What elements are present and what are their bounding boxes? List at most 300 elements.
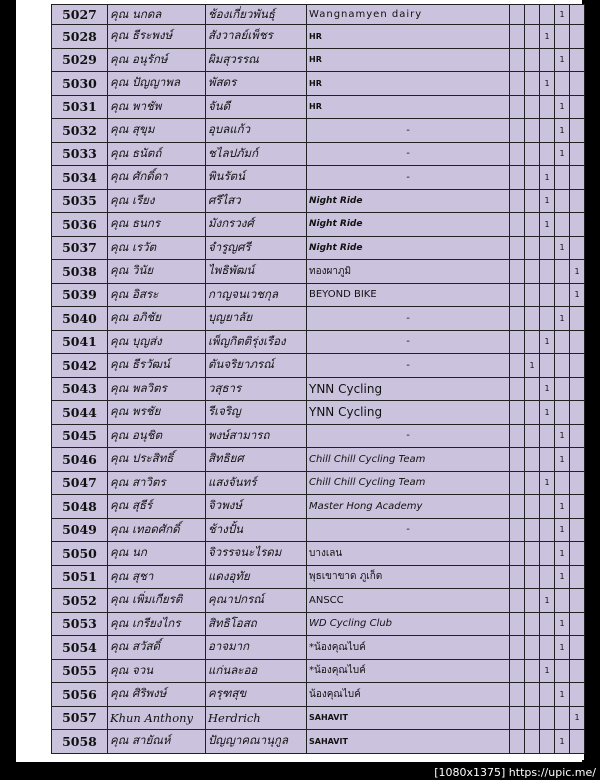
category-cell-2 xyxy=(525,72,540,96)
category-cell-3 xyxy=(540,683,555,707)
bib-number: 5047 xyxy=(52,471,108,495)
table-row xyxy=(52,612,585,636)
category-cell-3 xyxy=(540,706,555,730)
category-cell-1 xyxy=(510,142,525,166)
team-name: - xyxy=(307,142,510,166)
category-cell-2 xyxy=(525,25,540,49)
category-cell-1 xyxy=(510,636,525,660)
category-cell-2 xyxy=(525,236,540,260)
category-cell-4 xyxy=(555,166,570,190)
team-name: - xyxy=(307,119,510,143)
team-name: Night Ride xyxy=(307,236,510,260)
first-name: คุณ นก xyxy=(108,542,206,566)
table-row xyxy=(52,683,585,707)
category-mark: 1 xyxy=(555,5,570,25)
last-name: บุญยาลัย xyxy=(206,307,307,331)
category-cell-3 xyxy=(540,565,555,589)
category-cell-1 xyxy=(510,401,525,425)
category-cell-1 xyxy=(510,448,525,472)
category-cell-5 xyxy=(570,542,585,566)
last-name: ไพธิพัฒน์ xyxy=(206,260,307,284)
team-name: - xyxy=(307,518,510,542)
category-mark: 1 xyxy=(570,260,585,284)
category-mark: 1 xyxy=(540,25,555,49)
category-cell-2 xyxy=(525,518,540,542)
first-name: คุณ ธนกร xyxy=(108,213,206,237)
bib-number: 5055 xyxy=(52,659,108,683)
category-cell-5 xyxy=(570,659,585,683)
category-mark: 1 xyxy=(555,612,570,636)
table-row xyxy=(52,659,585,683)
table-row xyxy=(52,283,585,307)
bib-number: 5043 xyxy=(52,377,108,401)
first-name: คุณ อภิชัย xyxy=(108,307,206,331)
first-name: คุณ สุชา xyxy=(108,565,206,589)
category-cell-5 xyxy=(570,612,585,636)
category-cell-1 xyxy=(510,189,525,213)
team-name: - xyxy=(307,307,510,331)
first-name: คุณ เทอดศักดิ์ xyxy=(108,518,206,542)
category-cell-5 xyxy=(570,565,585,589)
team-name: BEYOND BIKE xyxy=(307,283,510,307)
table-row xyxy=(52,518,585,542)
table-row xyxy=(52,636,585,660)
last-name: พงษ์สามารถ xyxy=(206,424,307,448)
category-cell-2 xyxy=(525,48,540,72)
team-name: Chill Chill Cycling Team xyxy=(307,448,510,472)
category-mark: 1 xyxy=(555,48,570,72)
last-name: สิทธิโอสถ xyxy=(206,612,307,636)
team-name: *น้องคุณไบค์ xyxy=(307,659,510,683)
category-cell-4 xyxy=(555,401,570,425)
category-cell-1 xyxy=(510,612,525,636)
category-cell-2 xyxy=(525,330,540,354)
last-name: Herdrich xyxy=(206,706,307,730)
category-cell-5 xyxy=(570,589,585,613)
last-name: กาญจนเวชกุล xyxy=(206,283,307,307)
table-row xyxy=(52,236,585,260)
last-name: สังวาลย์เพ็ชร xyxy=(206,25,307,49)
bib-number: 5039 xyxy=(52,283,108,307)
table-row xyxy=(52,401,585,425)
first-name: คุณ อิสระ xyxy=(108,283,206,307)
bib-number: 5052 xyxy=(52,589,108,613)
category-cell-3 xyxy=(540,730,555,754)
category-cell-5 xyxy=(570,518,585,542)
category-mark: 1 xyxy=(570,706,585,730)
team-name: WD Cycling Club xyxy=(307,612,510,636)
category-mark: 1 xyxy=(555,119,570,143)
team-name: ทองผาภูมิ xyxy=(307,260,510,284)
category-cell-2 xyxy=(525,283,540,307)
category-cell-5 xyxy=(570,5,585,25)
bib-number: 5031 xyxy=(52,95,108,119)
category-cell-4 xyxy=(555,354,570,378)
category-cell-4 xyxy=(555,330,570,354)
category-cell-1 xyxy=(510,166,525,190)
category-cell-1 xyxy=(510,565,525,589)
team-name: Night Ride xyxy=(307,189,510,213)
first-name: คุณ สุขุม xyxy=(108,119,206,143)
category-mark: 1 xyxy=(555,307,570,331)
category-cell-3 xyxy=(540,518,555,542)
table-row xyxy=(52,471,585,495)
last-name: ตันจริยาภรณ์ xyxy=(206,354,307,378)
last-name: เพ็ญกิตติรุ่งเรือง xyxy=(206,330,307,354)
bib-number: 5050 xyxy=(52,542,108,566)
category-mark: 1 xyxy=(540,659,555,683)
table-row xyxy=(52,495,585,519)
category-cell-3 xyxy=(540,48,555,72)
category-cell-1 xyxy=(510,518,525,542)
category-cell-3 xyxy=(540,95,555,119)
category-mark: 1 xyxy=(555,424,570,448)
category-cell-2 xyxy=(525,424,540,448)
team-name: SAHAVIT xyxy=(307,706,510,730)
last-name: อาจมาก xyxy=(206,636,307,660)
category-cell-2 xyxy=(525,119,540,143)
table-row xyxy=(52,354,585,378)
category-cell-2 xyxy=(525,565,540,589)
category-cell-2 xyxy=(525,612,540,636)
category-cell-1 xyxy=(510,307,525,331)
team-name: พุธเขาขาด ภูเก็ต xyxy=(307,565,510,589)
document-page xyxy=(16,0,582,762)
category-cell-1 xyxy=(510,48,525,72)
category-cell-2 xyxy=(525,730,540,754)
bib-number: 5049 xyxy=(52,518,108,542)
table-row xyxy=(52,119,585,143)
last-name: พัสดร xyxy=(206,72,307,96)
last-name: ช้องเกี่ยวพันธุ์ xyxy=(206,5,307,25)
category-cell-2 xyxy=(525,401,540,425)
first-name: คุณ สุธีร์ xyxy=(108,495,206,519)
category-cell-1 xyxy=(510,471,525,495)
bib-number: 5054 xyxy=(52,636,108,660)
last-name: แก่นละออ xyxy=(206,659,307,683)
table-row xyxy=(52,448,585,472)
category-cell-1 xyxy=(510,5,525,25)
table-body xyxy=(52,5,585,754)
category-cell-5 xyxy=(570,213,585,237)
category-cell-1 xyxy=(510,25,525,49)
category-mark: 1 xyxy=(555,565,570,589)
first-name: คุณ เรียง xyxy=(108,189,206,213)
bib-number: 5037 xyxy=(52,236,108,260)
bib-number: 5034 xyxy=(52,166,108,190)
team-name: HR xyxy=(307,95,510,119)
bib-number: 5056 xyxy=(52,683,108,707)
category-mark: 1 xyxy=(540,471,555,495)
category-cell-5 xyxy=(570,495,585,519)
category-cell-3 xyxy=(540,612,555,636)
category-cell-2 xyxy=(525,307,540,331)
first-name: คุณ ประสิทธิ์ xyxy=(108,448,206,472)
category-cell-4 xyxy=(555,213,570,237)
bib-number: 5036 xyxy=(52,213,108,237)
bib-number: 5038 xyxy=(52,260,108,284)
category-mark: 1 xyxy=(555,518,570,542)
team-name: - xyxy=(307,330,510,354)
category-cell-1 xyxy=(510,330,525,354)
category-cell-5 xyxy=(570,95,585,119)
bib-number: 5029 xyxy=(52,48,108,72)
team-name: Night Ride xyxy=(307,213,510,237)
bib-number: 5030 xyxy=(52,72,108,96)
category-cell-5 xyxy=(570,189,585,213)
team-name: - xyxy=(307,424,510,448)
first-name: คุณ บุญส่ง xyxy=(108,330,206,354)
category-cell-5 xyxy=(570,330,585,354)
category-cell-5 xyxy=(570,471,585,495)
first-name: คุณ อนุรักษ์ xyxy=(108,48,206,72)
last-name: อุบลแก้ว xyxy=(206,119,307,143)
category-cell-1 xyxy=(510,354,525,378)
category-cell-5 xyxy=(570,354,585,378)
category-cell-1 xyxy=(510,659,525,683)
footer-bar xyxy=(0,762,600,780)
category-cell-1 xyxy=(510,213,525,237)
last-name: ชไลปภัมก์ xyxy=(206,142,307,166)
team-name: บางเลน xyxy=(307,542,510,566)
bib-number: 5057 xyxy=(52,706,108,730)
team-name: - xyxy=(307,354,510,378)
category-cell-3 xyxy=(540,260,555,284)
table-row xyxy=(52,213,585,237)
team-name: YNN Cycling xyxy=(307,401,510,425)
category-cell-3 xyxy=(540,236,555,260)
table-row xyxy=(52,95,585,119)
table-row xyxy=(52,5,585,25)
team-name: HR xyxy=(307,72,510,96)
registration-table xyxy=(51,4,585,754)
category-cell-1 xyxy=(510,377,525,401)
category-cell-5 xyxy=(570,401,585,425)
last-name: จันดี xyxy=(206,95,307,119)
category-mark: 1 xyxy=(540,377,555,401)
category-mark: 1 xyxy=(540,166,555,190)
last-name: วสุธาร xyxy=(206,377,307,401)
category-cell-3 xyxy=(540,142,555,166)
image-host-watermark: [1080x1375] https://upic.me/ xyxy=(434,766,596,779)
category-cell-2 xyxy=(525,377,540,401)
category-cell-3 xyxy=(540,495,555,519)
bib-number: 5041 xyxy=(52,330,108,354)
category-cell-5 xyxy=(570,307,585,331)
category-cell-3 xyxy=(540,283,555,307)
last-name: รีเจริญ xyxy=(206,401,307,425)
category-mark: 1 xyxy=(540,589,555,613)
category-cell-2 xyxy=(525,260,540,284)
category-cell-5 xyxy=(570,142,585,166)
category-cell-2 xyxy=(525,95,540,119)
category-cell-2 xyxy=(525,189,540,213)
last-name: มังกรวงศ์ xyxy=(206,213,307,237)
category-cell-3 xyxy=(540,354,555,378)
category-cell-2 xyxy=(525,5,540,25)
category-cell-1 xyxy=(510,589,525,613)
bib-number: 5028 xyxy=(52,25,108,49)
category-cell-2 xyxy=(525,542,540,566)
category-cell-2 xyxy=(525,683,540,707)
table-row xyxy=(52,706,585,730)
last-name: แดงอุทัย xyxy=(206,565,307,589)
category-cell-1 xyxy=(510,542,525,566)
category-cell-5 xyxy=(570,424,585,448)
category-cell-3 xyxy=(540,307,555,331)
team-name: Master Hong Academy xyxy=(307,495,510,519)
category-mark: 1 xyxy=(540,72,555,96)
category-cell-4 xyxy=(555,706,570,730)
category-cell-4 xyxy=(555,72,570,96)
category-cell-3 xyxy=(540,119,555,143)
last-name: คุณาปกรณ์ xyxy=(206,589,307,613)
team-name: - xyxy=(307,166,510,190)
category-mark: 1 xyxy=(555,683,570,707)
category-cell-1 xyxy=(510,260,525,284)
category-cell-2 xyxy=(525,142,540,166)
bib-number: 5058 xyxy=(52,730,108,754)
category-cell-2 xyxy=(525,659,540,683)
last-name: ครุฑสุข xyxy=(206,683,307,707)
table-row xyxy=(52,565,585,589)
first-name: คุณ อนุชิต xyxy=(108,424,206,448)
category-cell-2 xyxy=(525,448,540,472)
category-cell-5 xyxy=(570,683,585,707)
category-mark: 1 xyxy=(525,354,540,378)
category-cell-4 xyxy=(555,471,570,495)
category-cell-1 xyxy=(510,95,525,119)
team-name: SAHAVIT xyxy=(307,730,510,754)
first-name: คุณ สายัณห์ xyxy=(108,730,206,754)
bib-number: 5040 xyxy=(52,307,108,331)
category-cell-5 xyxy=(570,236,585,260)
category-cell-5 xyxy=(570,72,585,96)
table-row xyxy=(52,260,585,284)
category-mark: 1 xyxy=(555,542,570,566)
first-name: คุณ ศิริพงษ์ xyxy=(108,683,206,707)
first-name: คุณ ปัญญาพล xyxy=(108,72,206,96)
team-name: Chill Chill Cycling Team xyxy=(307,471,510,495)
category-cell-5 xyxy=(570,448,585,472)
category-cell-2 xyxy=(525,471,540,495)
category-cell-3 xyxy=(540,636,555,660)
category-cell-2 xyxy=(525,213,540,237)
last-name: จิวพงษ์ xyxy=(206,495,307,519)
category-cell-3 xyxy=(540,542,555,566)
category-mark: 1 xyxy=(540,213,555,237)
table-row xyxy=(52,330,585,354)
table-row xyxy=(52,48,585,72)
team-name: *น้องคุณไบค์ xyxy=(307,636,510,660)
table-row xyxy=(52,166,585,190)
table-row xyxy=(52,730,585,754)
last-name: จิวรรจนะไรดม xyxy=(206,542,307,566)
team-name: HR xyxy=(307,48,510,72)
category-mark: 1 xyxy=(540,330,555,354)
first-name: คุณ ธีรวัฒน์ xyxy=(108,354,206,378)
first-name: คุณ พลวิตร xyxy=(108,377,206,401)
category-mark: 1 xyxy=(555,236,570,260)
registration-table-frame xyxy=(51,4,584,760)
category-cell-1 xyxy=(510,283,525,307)
first-name: คุณ จวน xyxy=(108,659,206,683)
last-name: ช้างปั้น xyxy=(206,518,307,542)
last-name: ศรีไสว xyxy=(206,189,307,213)
table-row xyxy=(52,377,585,401)
bib-number: 5053 xyxy=(52,612,108,636)
table-row xyxy=(52,424,585,448)
category-mark: 1 xyxy=(555,95,570,119)
first-name: คุณ สาวิตร xyxy=(108,471,206,495)
bib-number: 5042 xyxy=(52,354,108,378)
bib-number: 5035 xyxy=(52,189,108,213)
table-row xyxy=(52,542,585,566)
first-name: คุณ พรชัย xyxy=(108,401,206,425)
category-cell-4 xyxy=(555,659,570,683)
category-mark: 1 xyxy=(555,142,570,166)
category-cell-4 xyxy=(555,283,570,307)
category-cell-3 xyxy=(540,424,555,448)
first-name: คุณ ธนัตถ์ xyxy=(108,142,206,166)
first-name: คุณ เพิ่มเกียรติ xyxy=(108,589,206,613)
table-row xyxy=(52,189,585,213)
category-cell-5 xyxy=(570,119,585,143)
category-cell-2 xyxy=(525,706,540,730)
category-cell-3 xyxy=(540,448,555,472)
bib-number: 5046 xyxy=(52,448,108,472)
team-name: น้องคุณไบค์ xyxy=(307,683,510,707)
team-name: ANSCC xyxy=(307,589,510,613)
category-cell-1 xyxy=(510,236,525,260)
bib-number: 5045 xyxy=(52,424,108,448)
bib-number: 5044 xyxy=(52,401,108,425)
last-name: แสงจันทร์ xyxy=(206,471,307,495)
category-cell-2 xyxy=(525,589,540,613)
last-name: ผิมสุวรรณ xyxy=(206,48,307,72)
category-cell-1 xyxy=(510,424,525,448)
first-name: คุณ นกดล xyxy=(108,5,206,25)
category-cell-4 xyxy=(555,189,570,213)
category-cell-2 xyxy=(525,166,540,190)
category-cell-1 xyxy=(510,706,525,730)
category-mark: 1 xyxy=(540,401,555,425)
category-cell-5 xyxy=(570,48,585,72)
table-row xyxy=(52,589,585,613)
bib-number: 5027 xyxy=(52,5,108,25)
category-mark: 1 xyxy=(540,189,555,213)
last-name: ปัญญาคณานุกูล xyxy=(206,730,307,754)
team-name: YNN Cycling xyxy=(307,377,510,401)
category-cell-1 xyxy=(510,72,525,96)
first-name: Khun Anthony xyxy=(108,706,206,730)
category-cell-1 xyxy=(510,730,525,754)
category-cell-2 xyxy=(525,495,540,519)
category-cell-2 xyxy=(525,636,540,660)
last-name: สิทธิยศ xyxy=(206,448,307,472)
table-row xyxy=(52,25,585,49)
first-name: คุณ วินัย xyxy=(108,260,206,284)
table-row xyxy=(52,142,585,166)
category-mark: 1 xyxy=(555,495,570,519)
first-name: คุณ ธีระพงษ์ xyxy=(108,25,206,49)
category-mark: 1 xyxy=(555,448,570,472)
category-cell-5 xyxy=(570,730,585,754)
team-name: HR xyxy=(307,25,510,49)
first-name: คุณ ศักดิ์ดา xyxy=(108,166,206,190)
category-cell-4 xyxy=(555,589,570,613)
category-cell-1 xyxy=(510,119,525,143)
